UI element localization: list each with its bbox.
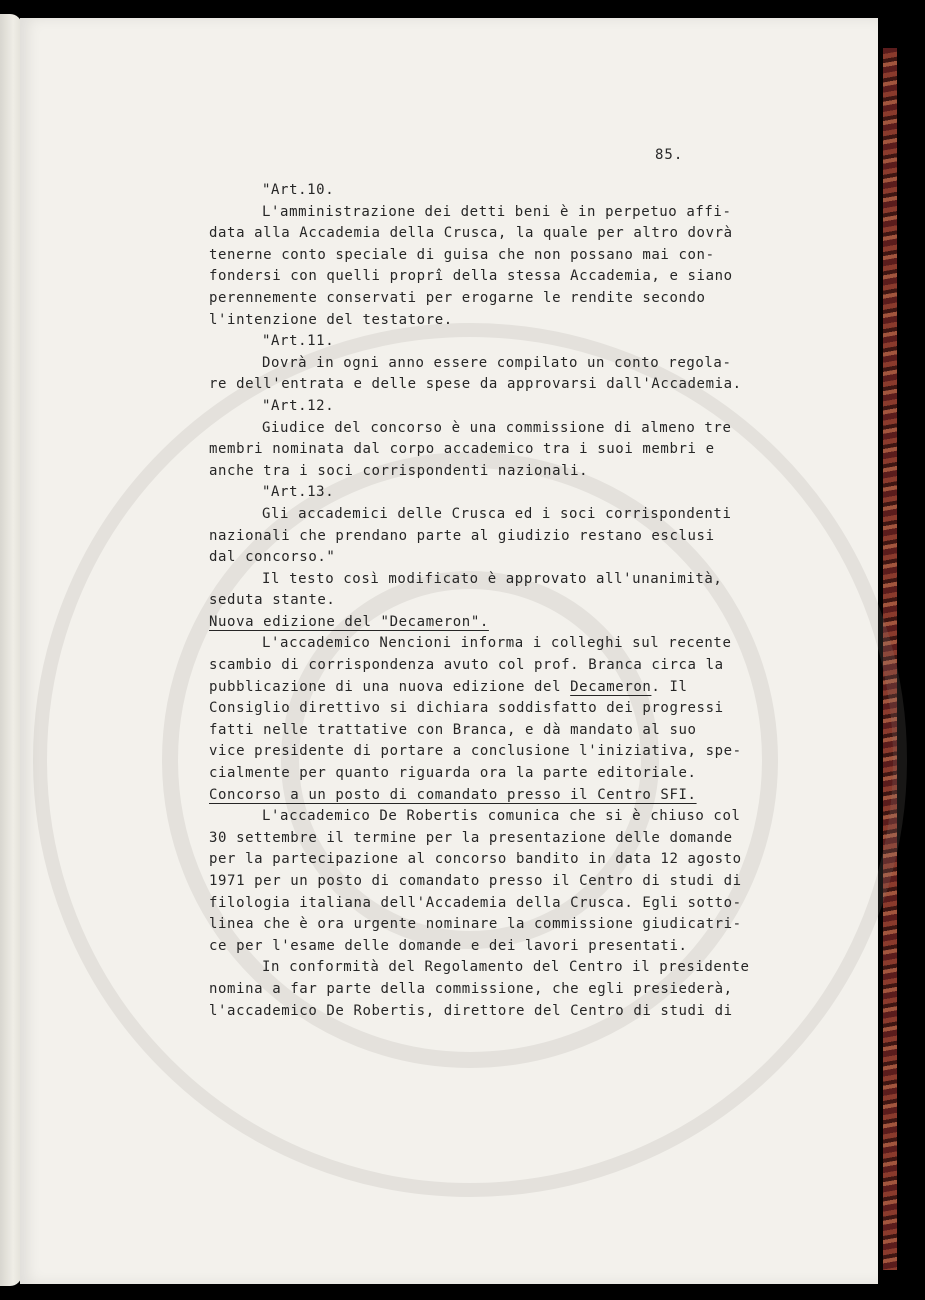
text-line [209, 180, 769, 202]
line-text: L'amministrazione dei detti beni è in perpetuo affi- [262, 203, 732, 220]
text-line [209, 526, 769, 548]
text-line [209, 223, 769, 245]
line-text: nomina a far parte della commissione, che egli presiederà, [209, 980, 733, 997]
line-text: Gli accademici delle Crusca ed i soci corrispondenti [262, 505, 732, 522]
line-text: per la partecipazione al concorso bandito in data 12 agosto [209, 851, 742, 868]
line-text: "Art.13. [262, 484, 335, 501]
line-text: tenerne conto speciale di guisa che non possano mai con- [209, 246, 715, 263]
line-text: 30 settembre il termine per la presentazione delle domande [209, 829, 733, 846]
line-text: nazionali che prendano parte al giudizio restano esclusi [209, 527, 715, 544]
line-text: l'accademico De Robertis, direttore del Centro di studi di [209, 1002, 733, 1019]
text-line [209, 936, 769, 958]
text-line [209, 806, 769, 828]
text-line [209, 741, 769, 763]
text-line [209, 1001, 769, 1023]
left-page-edge [0, 14, 22, 1286]
line-text: L'accademico Nencioni informa i colleghi sul recente [262, 635, 732, 652]
line-text: "Art.11. [262, 333, 335, 350]
line-text: vice presidente di portare a conclusione l'iniziativa, spe- [209, 743, 742, 760]
line-text: L'accademico De Robertis comunica che si è chiuso col [262, 808, 741, 825]
book-cover-edge [883, 48, 897, 1270]
text-line [209, 374, 769, 396]
text-line [209, 202, 769, 224]
text-line [209, 763, 769, 785]
line-text: Giudice del concorso è una commissione di almeno tre [262, 419, 732, 436]
text-line [209, 914, 769, 936]
text-line [209, 828, 769, 850]
text-line [209, 353, 769, 375]
line-text-after: . Il [651, 678, 688, 695]
line-text: pubblicazione di una nuova edizione del [209, 678, 571, 695]
line-text: scambio di corrispondenza avuto col prof. Branca circa la [209, 657, 724, 674]
text-line [209, 288, 769, 310]
text-line [209, 310, 769, 332]
text-line [209, 871, 769, 893]
text-line [209, 655, 769, 677]
line-text: "Art.12. [262, 397, 335, 414]
text-line [209, 482, 769, 504]
text-line [209, 439, 769, 461]
line-text: In conformità del Regolamento del Centro il presidente [262, 959, 750, 976]
line-text: l'intenzione del testatore. [209, 311, 453, 328]
text-line [209, 418, 769, 440]
line-text: perennemente conservati per erogarne le rendite secondo [209, 289, 706, 306]
text-line [209, 547, 769, 569]
line-text: Concorso a un posto di comandato presso il Centro SFI. [209, 786, 697, 803]
text-line [209, 331, 769, 353]
text-line [209, 245, 769, 267]
line-text: linea che è ora urgente nominare la commissione giudicatri- [209, 916, 742, 933]
text-line [209, 504, 769, 526]
document-body [209, 180, 769, 1022]
text-line [209, 720, 769, 742]
line-text: 1971 per un posto di comandato presso il Centro di studi di [209, 873, 742, 889]
line-text: membri nominata dal corpo accademico tra i suoi membri e [209, 441, 715, 458]
line-text: Dovrà in ogni anno essere compilato un conto regola- [262, 354, 732, 371]
text-line [209, 698, 769, 720]
text-line [209, 893, 769, 915]
text-line [209, 569, 769, 591]
line-text: fatti nelle trattative con Branca, e dà mandato al suo [209, 721, 697, 738]
line-text: seduta stante. [209, 592, 336, 609]
section-heading [209, 612, 769, 634]
text-line [209, 590, 769, 612]
text-line [209, 461, 769, 483]
text-line [209, 957, 769, 979]
text-line [209, 849, 769, 871]
line-text: "Art.10. [262, 182, 335, 198]
page-number: 85. [655, 147, 684, 163]
line-text: cialmente per quanto riguarda ora la parte editoriale. [209, 765, 697, 782]
line-text: fondersi con quelli proprî della stessa Accademia, e siano [209, 268, 733, 285]
text-line [209, 979, 769, 1001]
line-text: dal concorso." [209, 549, 336, 566]
text-line [209, 266, 769, 288]
section-heading [209, 785, 769, 807]
line-text: anche tra i soci corrispondenti nazionali. [209, 462, 589, 479]
line-text: re dell'entrata e delle spese da approvarsi dall'Accademia. [209, 376, 742, 393]
text-line [209, 633, 769, 655]
line-text: filologia italiana dell'Accademia della Crusca. Egli sotto- [209, 894, 742, 911]
text-line [209, 396, 769, 418]
line-text: Consiglio direttivo si dichiara soddisfatto dei progressi [209, 700, 724, 717]
line-text: Il testo così modificato è approvato all'unanimità, [262, 570, 723, 587]
line-text: ce per l'esame delle domande e dei lavori presentati. [209, 937, 688, 954]
text-line [209, 677, 769, 699]
line-text: data alla Accademia della Crusca, la quale per altro dovrà [209, 225, 733, 242]
underlined-title: Decameron [570, 678, 652, 695]
line-text: Nuova edizione del "Decameron". [209, 613, 489, 630]
